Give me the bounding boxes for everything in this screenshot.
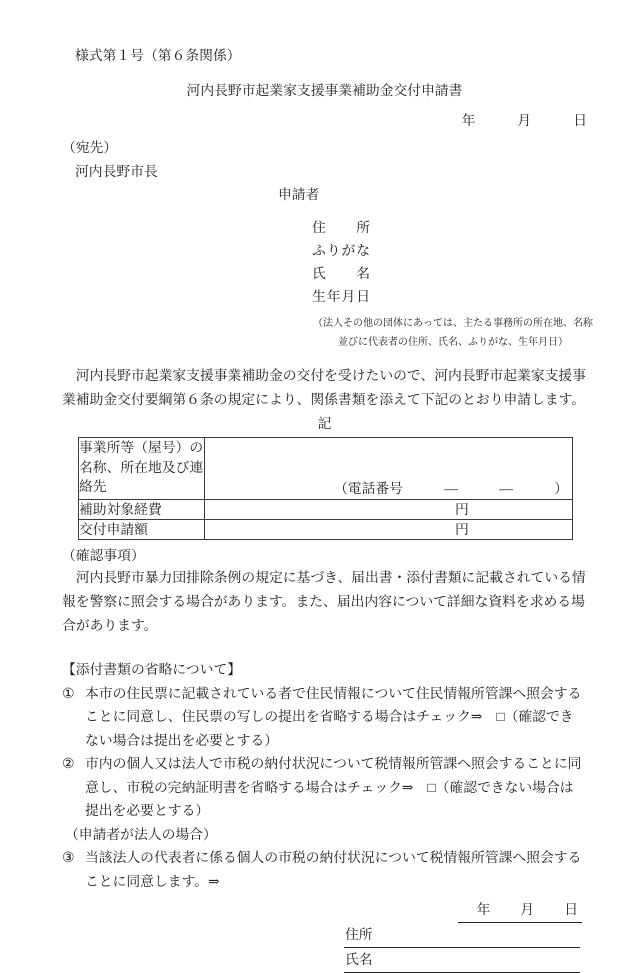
expense-row bbox=[79, 500, 573, 520]
expense-label-cell: 補助対象経費 bbox=[79, 500, 205, 520]
field-furigana-label: ふ り が な bbox=[312, 243, 370, 258]
phone-dash-2: — bbox=[499, 481, 513, 496]
application-table bbox=[78, 437, 573, 540]
item-3-text: 当該法人の代表者に係る個人の市税の納付状況について税情報所管課へ照会する ことに同意します。⇒ bbox=[85, 850, 582, 889]
form-title: 河内長野市起業家支援事業補助金交付申請書 bbox=[186, 83, 463, 98]
signature-day-label: 日 bbox=[564, 902, 578, 917]
phone-suffix: ） bbox=[554, 481, 568, 496]
confirmation-heading: （確認事項） bbox=[62, 548, 145, 563]
application-statement: 河内長野市起業家支援事業補助金の交付を受けたいので、河内長野市起業家支援事 業補助金交付要綱第６条の規定により、関係書類を添えて下記のとおり申請します。 bbox=[62, 368, 587, 407]
amount-unit-label: 円 bbox=[455, 522, 469, 537]
signature-date-row bbox=[62, 900, 582, 923]
phone-number-line bbox=[334, 480, 568, 498]
confirmation-text: 河内長野市暴力団排除条例の規定に基づき、届出書・添付書類に記載されている情 報を警察に照会する場合があります。また、届出内容について詳細な資料を求める場 合があります。 bbox=[62, 570, 586, 633]
item-1-text: 本市の住民票に記載されている者で住民情報について住民情報所管課へ照会する ことに同意し、住民票の写しの提出を省略する場合はチェック⇒ □（確認でき ない場合は提出を必要とする） bbox=[85, 685, 582, 748]
attachment-item-1 bbox=[62, 682, 587, 753]
signature-address-underline bbox=[344, 925, 580, 948]
phone-prefix: （電話番号 bbox=[334, 481, 403, 496]
record-heading: 記 bbox=[317, 416, 332, 431]
date-year-label: 年 bbox=[461, 113, 476, 128]
signature-name-label: 氏名 bbox=[345, 952, 373, 967]
item-1-number: ① bbox=[62, 685, 75, 701]
phone-dash-1: — bbox=[444, 481, 458, 496]
signature-name-row bbox=[62, 950, 580, 973]
applicant-label: 申請者 bbox=[278, 187, 320, 202]
amount-value-cell bbox=[205, 520, 573, 540]
item-2-number: ② bbox=[62, 756, 75, 771]
attachment-item-3 bbox=[62, 846, 587, 893]
field-address-label: 住 所 bbox=[312, 220, 370, 235]
signature-address-label: 住所 bbox=[345, 927, 373, 942]
applicant-fields bbox=[312, 218, 587, 310]
item-2-text: 市内の個人又は法人で市税の納付状況について税情報所管課へ照会することに同 意し、市税の完納証明書を省略する場合はチェック⇒ □（確認できない場合は 提出を必要とする） bbox=[85, 756, 582, 818]
field-birthdate-label: 生 年 月 日 bbox=[312, 289, 370, 304]
signature-year-label: 年 bbox=[476, 902, 491, 917]
amount-row bbox=[79, 520, 573, 540]
field-name-label: 氏 名 bbox=[312, 266, 370, 281]
business-name-row bbox=[79, 438, 573, 500]
business-name-value-cell bbox=[205, 438, 573, 500]
corporate-entity-note: （法人その他の団体にあっては、主たる事務所の所在地、名称 並びに代表者の住所、氏名、ふりがな、生年月日） bbox=[313, 318, 593, 348]
business-name-label-cell: 事業所等（屋号）の 名称、所在地及び連 絡先 bbox=[79, 438, 205, 500]
addressee-name: 河内長野市長 bbox=[75, 164, 158, 179]
expense-value-cell bbox=[205, 500, 573, 520]
item-3-number: ③ bbox=[62, 850, 75, 865]
corporate-case-note: （申請者が法人の場合） bbox=[65, 826, 217, 842]
addressee-label: （宛先） bbox=[62, 140, 118, 155]
amount-label-cell: 交付申請額 bbox=[79, 520, 205, 540]
expense-unit-label: 円 bbox=[455, 502, 469, 517]
date-day-label: 日 bbox=[573, 113, 587, 128]
attachment-item-2 bbox=[62, 752, 587, 823]
signature-month-label: 月 bbox=[520, 902, 535, 917]
signature-date-underline bbox=[458, 900, 582, 923]
date-line bbox=[62, 111, 587, 131]
form-number: 様式第１号（第６条関係） bbox=[75, 48, 241, 63]
attachment-omission-heading: 【添付書類の省略について】 bbox=[62, 662, 242, 677]
date-month-label: 月 bbox=[517, 113, 532, 128]
signature-name-underline bbox=[344, 950, 580, 973]
signature-address-row bbox=[62, 925, 580, 948]
